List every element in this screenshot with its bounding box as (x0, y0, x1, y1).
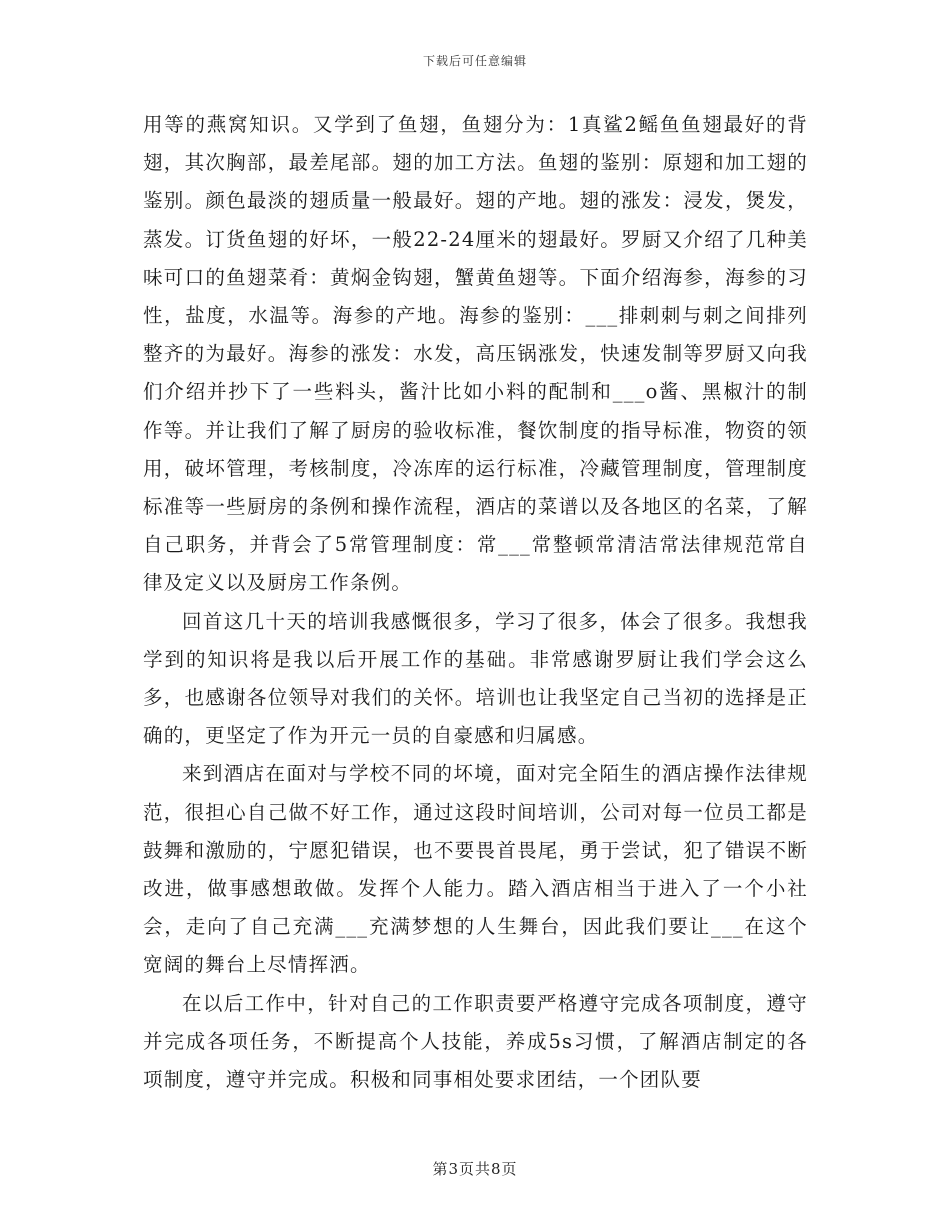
paragraph-4: 在以后工作中，针对自己的工作职责要严格遵守完成各项制度，遵守并完成各项任务，不断提高个人技能，养成5s习惯，了解酒店制定的各项制度，遵守并完成。积极和同事相处要求团结，一个团队要 (143, 991, 808, 1092)
document-body (143, 106, 808, 1099)
paragraph-3: 来到酒店在面对与学校不同的坏境，面对完全陌生的酒店操作法律规范，很担心自己做不好工作，通过这段时间培训，公司对每一位员工都是鼓舞和激励的，宁愿犯错误，也不要畏首畏尾，勇于尝试，犯了错误不断改进，做事感想敢做。发挥个人能力。踏入酒店相当于进入了一个小社会，走向了自己充满___充满梦想的人生舞台，因此我们要让___在这个宽阔的舞台上尽情挥洒。 (143, 762, 808, 977)
page-footer: 第3页共8页 (432, 1160, 518, 1178)
paragraph-2: 回首这几十天的培训我感慨很多，学习了很多，体会了很多。我想我学到的知识将是我以后开展工作的基础。非常感谢罗厨让我们学会这么多，也感谢各位领导对我们的关怀。培训也让我坚定自己当初的选择是正确的，更坚定了作为开元一员的自豪感和归属感。 (143, 609, 808, 748)
paragraph-1: 用等的燕窝知识。又学到了鱼翅，鱼翅分为：1真鲨2鳐鱼鱼翅最好的背翅，其次胸部，最差尾部。翅的加工方法。鱼翅的鉴别：原翅和加工翅的鉴别。颜色最淡的翅质量一般最好。翅的产地。翅的涨发：浸发，煲发，蒸发。订货鱼翅的好坏，一般22-24厘米的翅最好。罗厨又介绍了几种美味可口的鱼翅菜肴：黄焖金钩翅，蟹黄鱼翅等。下面介绍海参，海参的习性，盐度，水温等。海参的产地。海参的鉴别：___排刺刺与刺之间排列整齐的为最好。海参的涨发：水发，高压锅涨发，快速发制等罗厨又向我们介绍并抄下了一些料头，酱汁比如小料的配制和___o酱、黑椒汁的制作等。并让我们了解了厨房的验收标准，餐饮制度的指导标准，物资的领用，破坏管理，考核制度，冷冻库的运行标准，冷藏管理制度，管理制度标准等一些厨房的条例和操作流程，酒店的菜谱以及各地区的名菜，了解自己职务，并背会了5常管理制度：常___常整顿常清洁常法律规范常自律及定义以及厨房工作条例。 (143, 113, 808, 595)
page-header: 下载后可任意编辑 (422, 54, 527, 68)
